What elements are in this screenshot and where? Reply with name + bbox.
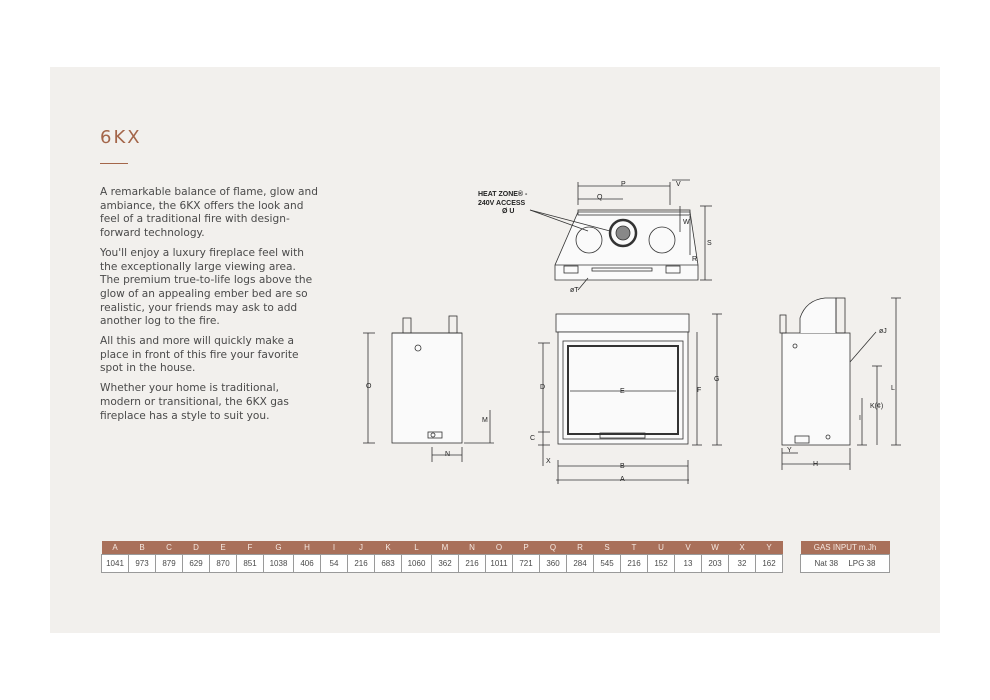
label-r: R: [692, 256, 698, 263]
dim-header-e: E: [210, 541, 237, 555]
dim-value-v: 13: [675, 555, 702, 573]
dim-header-g: G: [264, 541, 294, 555]
label-a: A: [620, 476, 625, 483]
dim-header-t: T: [621, 541, 648, 555]
dimensions-table: [101, 541, 783, 573]
right-side-view: [780, 298, 901, 470]
dim-value-c: 879: [156, 555, 183, 573]
heat-zone-line-2: 240V ACCESS: [478, 200, 526, 207]
label-n: N: [445, 451, 451, 458]
dim-value-r: 284: [567, 555, 594, 573]
dim-value-d: 629: [183, 555, 210, 573]
paragraph-2: You'll enjoy a luxury fireplace feel with the exceptionally large viewing area. The premium true-to-life logs above the glow of an appealing ember bed are so realistic, your friends may ask to add another log to the fire.: [100, 246, 313, 328]
dim-header-y: Y: [756, 541, 783, 555]
dimensions-value-row: [102, 555, 783, 573]
dim-value-b: 973: [129, 555, 156, 573]
dim-header-p: P: [513, 541, 540, 555]
front-view: [538, 314, 722, 484]
dim-value-g: 1038: [264, 555, 294, 573]
label-p: P: [621, 181, 626, 188]
label-j: øJ: [879, 328, 887, 335]
dim-header-q: Q: [540, 541, 567, 555]
dim-value-e: 870: [210, 555, 237, 573]
dim-value-x: 32: [729, 555, 756, 573]
dim-value-p: 721: [513, 555, 540, 573]
dim-value-a: 1041: [102, 555, 129, 573]
dim-value-n: 216: [459, 555, 486, 573]
dim-value-k: 683: [375, 555, 402, 573]
dim-header-x: X: [729, 541, 756, 555]
label-w: W: [683, 219, 690, 226]
dim-header-k: K: [375, 541, 402, 555]
dim-value-f: 851: [237, 555, 264, 573]
paragraph-3: All this and more will quickly make a place in front of this fire your favorite spot in the house.: [100, 335, 299, 375]
dim-header-f: F: [237, 541, 264, 555]
dim-value-t: 216: [621, 555, 648, 573]
dim-value-u: 152: [648, 555, 675, 573]
label-g: G: [714, 376, 720, 383]
label-c: C: [530, 435, 536, 442]
dim-header-r: R: [567, 541, 594, 555]
dim-value-q: 360: [540, 555, 567, 573]
heat-zone-line-3: Ø U: [502, 208, 515, 215]
left-side-view: [363, 316, 494, 462]
label-k: K(¢): [870, 403, 884, 410]
dim-header-n: N: [459, 541, 486, 555]
label-s: S: [707, 240, 712, 247]
paragraph-4: Whether your home is traditional, modern or transitional, the 6KX gas fireplace has a style to suit you.: [100, 382, 289, 422]
dimensions-header-row: [102, 541, 783, 555]
label-m: M: [482, 417, 488, 424]
gas-input-values: [801, 555, 890, 573]
label-l: L: [891, 385, 895, 392]
dim-value-j: 216: [348, 555, 375, 573]
dim-value-w: 203: [702, 555, 729, 573]
gas-input-table: [800, 541, 890, 573]
dim-value-o: 1011: [486, 555, 513, 573]
label-x: X: [546, 458, 551, 465]
dim-value-m: 362: [432, 555, 459, 573]
dim-header-h: H: [294, 541, 321, 555]
dim-header-d: D: [183, 541, 210, 555]
label-o: O: [366, 383, 372, 390]
paragraph-1: A remarkable balance of flame, glow and ambiance, the 6KX offers the look and feel of a traditional fire with design-forward technology.: [100, 186, 318, 240]
dim-value-y: 162: [756, 555, 783, 573]
label-d: D: [540, 384, 546, 391]
dim-header-o: O: [486, 541, 513, 555]
label-t: øT: [570, 287, 579, 294]
dim-header-m: M: [432, 541, 459, 555]
gas-nat-value: Nat 38: [814, 559, 839, 568]
dim-header-v: V: [675, 541, 702, 555]
dim-header-a: A: [102, 541, 129, 555]
label-v: V: [676, 181, 681, 188]
dim-value-s: 545: [594, 555, 621, 573]
product-title: 6KX: [100, 127, 142, 148]
dim-header-l: L: [402, 541, 432, 555]
dim-header-i: I: [321, 541, 348, 555]
dim-header-u: U: [648, 541, 675, 555]
label-y: Y: [787, 447, 792, 454]
dim-header-s: S: [594, 541, 621, 555]
label-q: Q: [597, 194, 603, 201]
dim-header-b: B: [129, 541, 156, 555]
dim-header-c: C: [156, 541, 183, 555]
label-b: B: [620, 463, 625, 470]
gas-lpg-value: LPG 38: [848, 559, 876, 568]
top-view-labels: [478, 190, 528, 215]
dim-header-j: J: [348, 541, 375, 555]
label-e: E: [620, 388, 625, 395]
label-f: F: [697, 387, 702, 394]
dim-value-l: 1060: [402, 555, 432, 573]
dim-value-h: 406: [294, 555, 321, 573]
dim-value-i: 54: [321, 555, 348, 573]
heat-zone-line-1: HEAT ZONE® -: [478, 191, 528, 198]
gas-input-header: GAS INPUT m.Jh: [801, 541, 890, 555]
dim-header-w: W: [702, 541, 729, 555]
label-h: H: [813, 461, 819, 468]
label-i: I: [859, 415, 861, 422]
top-view: [530, 180, 712, 290]
